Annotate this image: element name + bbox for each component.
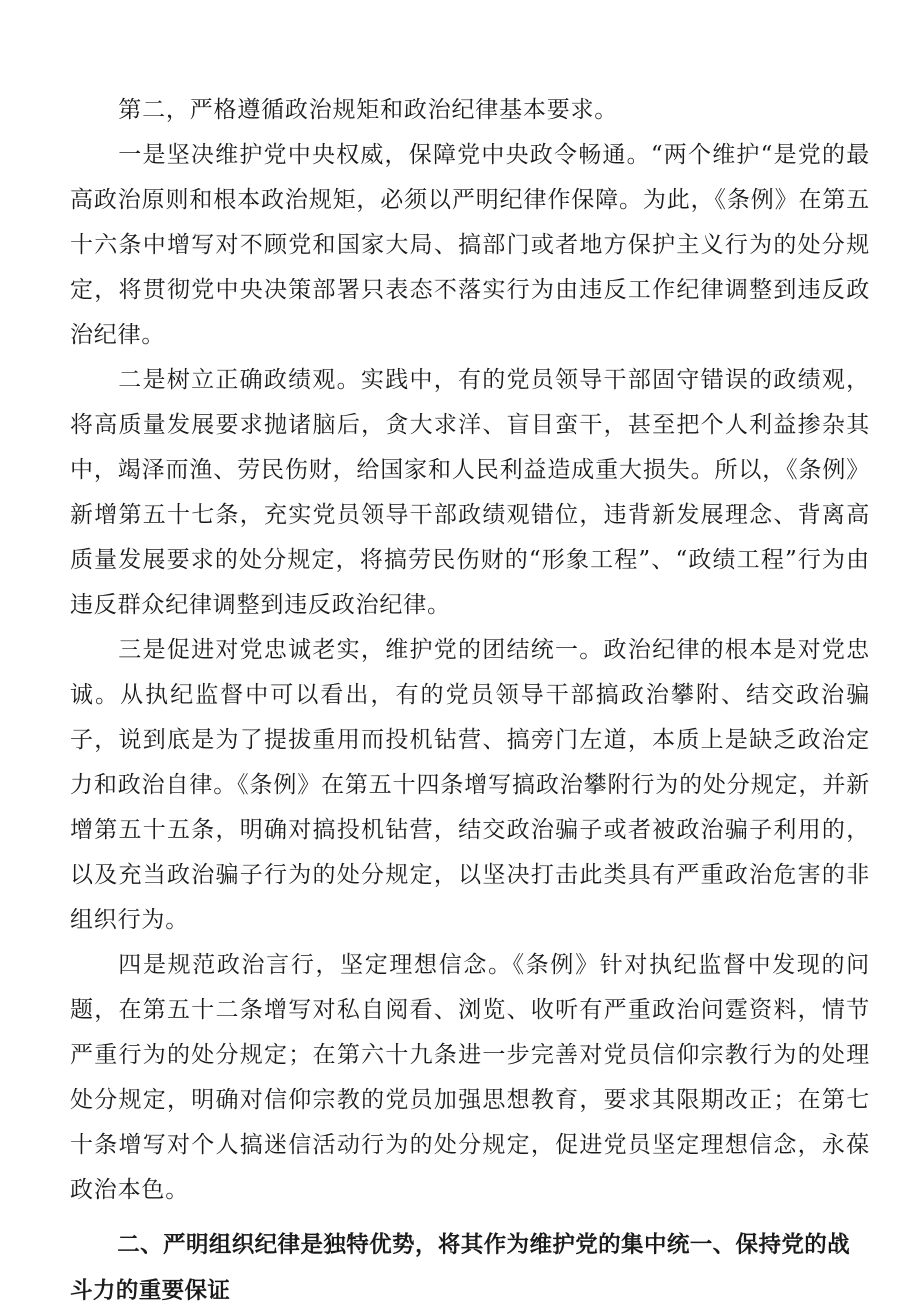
paragraph-point-three: 三是促进对党忠诚老实，维护党的团结统一。政治纪律的根本是对党忠诚。从执纪监督中可以看出，有的党员领导干部搞政治攀附、结交政治骗子，说到底是为了提拔重用而投机钻营、搞旁门左道，本质上是缺乏政治定力和政治自律。《条例》在第五十四条增写搞政治攀附行为的处分规定，并新增第五十五条，明确对搞投机钻营，结交政治骗子或者被政治骗子利用的，以及充当政治骗子行为的处分规定，以坚决打击此类具有严重政治危害的非组织行为。	[70, 637, 870, 933]
document-body	[70, 88, 870, 1314]
paragraph-point-one: 一是坚决维护党中央权威，保障党中央政令畅通。“两个维护“是党的最高政治原则和根本政治规矩，必须以严明纪律作保障。为此，《条例》在第五十六条中增写对不顾党和国家大局、搞部门或者地方保护主义行为的处分规定，将贯彻党中央决策部署只表态不落实行为由违反工作纪律调整到违反政治纪律。	[70, 142, 870, 348]
paragraph-point-four: 四是规范政治言行，坚定理想信念。《条例》针对执纪监督中发现的问题，在第五十二条增写对私自阅看、浏览、收听有严重政治问霆资料，情节严重行为的处分规定；在第六十九条进一步完善对党员信仰宗教行为的处理处分规定，明确对信仰宗教的党员加强思想教育，要求其限期改正；在第七十条增写对个人搞迷信活动行为的处分规定，促进党员坚定理想信念，永葆政治本色。	[70, 952, 870, 1203]
paragraph-intro: 第二，严格遵循政治规矩和政治纪律基本要求。	[118, 97, 619, 123]
paragraph-point-two: 二是树立正确政绩观。实践中，有的党员领导干部固守错误的政绩观，将高质量发展要求抛诸脑后，贪大求洋、盲目蛮干，甚至把个人利益掺杂其中，竭泽而渔、劳民伤财，给国家和人民利益造成重大损失。所以，《条例》新增第五十七条，充实党员领导干部政绩观错位，违背新发展理念、背离高质量发展要求的处分规定，将搞劳民伤财的“形象工程”、“政绩工程”行为由违反群众纪律调整到违反政治纪律。	[70, 367, 870, 618]
section-heading: 二、严明组织纪律是独特优势，将其作为维护党的集中统一、保持党的战斗力的重要保证	[70, 1232, 851, 1304]
